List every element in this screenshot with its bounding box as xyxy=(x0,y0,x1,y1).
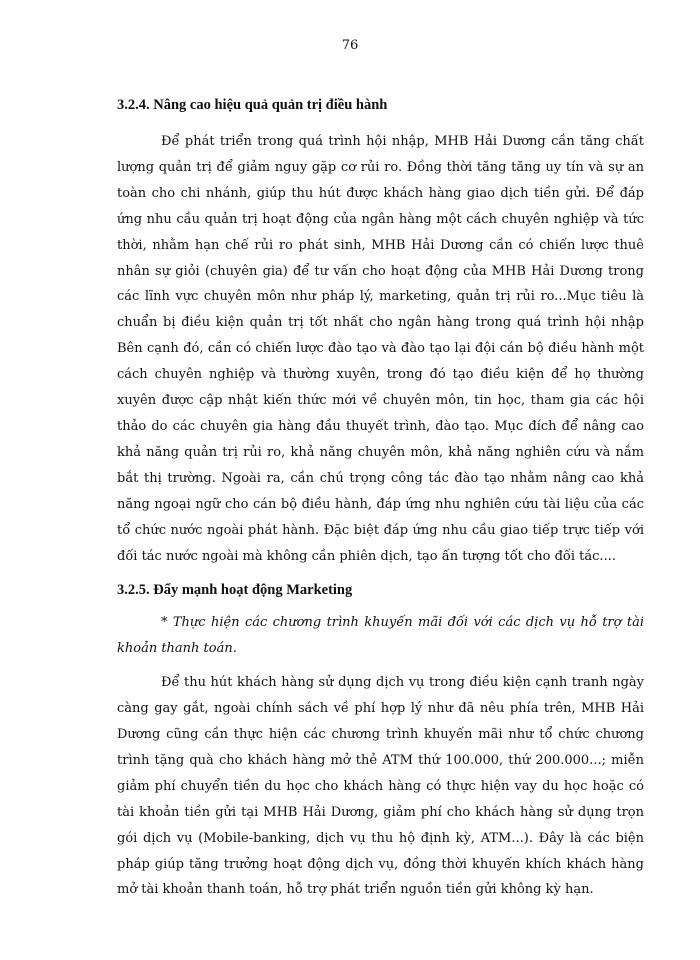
section-3-2-5-paragraph: Để thu hút khách hàng sử dụng dịch vụ trong điều kiện cạnh tranh ngày càng gay gắt, ngoài chính sách về phí hợp lý như đã nêu phía trên, MHB Hải Dương cũng cần thực hiện các chương trình khuyến mãi như tổ chức chương trình tặng quà cho khách hàng mở thẻ ATM thứ 100.000, thứ 200.000...; miễn giảm phí chuyển tiền du học cho khách hàng có thực hiện vay du học hoặc có tài khoản tiền gửi tại MHB Hải Dương, giảm phí cho khách hàng sử dụng trọn gói dịch vụ (Mobile-banking, dịch vụ thu hộ định kỳ, ATM...). Đây là các biện pháp giúp tăng trưởng hoạt động dịch vụ, đồng thời khuyến khích khách hàng mở tài khoản thanh toán, hỗ trợ phát triển nguồn tiền gửi không kỳ hạn. xyxy=(117,675,644,898)
page-content xyxy=(117,92,644,903)
section-heading-3-2-5: 3.2.5. Đẩy mạnh hoạt động Marketing xyxy=(117,582,353,599)
section-3-2-5-subheading: * Thực hiện các chương trình khuyến mãi đối với các dịch vụ hỗ trợ tài khoản thanh toán. xyxy=(117,615,644,657)
section-3-2-4-paragraph: Để phát triển trong quá trình hội nhập, MHB Hải Dương cần tăng chất lượng quản trị để giảm nguy gặp cơ rủi ro. Đồng thời tăng tăng uy tín và sự an toàn cho chi nhánh, giúp thu hút được khách hàng giao dịch tiền gửi. Để đáp ứng nhu cầu quản trị hoạt động của ngân hàng một cách chuyên nghiệp và tức thời, nhằm hạn chế rủi ro phát sinh, MHB Hải Dương cần có chiến lược thuê nhân sự giỏi (chuyên gia) để tư vấn cho hoạt động của MHB Hải Dương trong các lĩnh vực chuyên môn như pháp lý, marketing, quản trị rủi ro...Mục tiêu là chuẩn bị điều kiện quản trị tốt nhất cho ngân hàng trong quá trình hội nhập Bên cạnh đó, cần có chiến lược đào tạo và đào tạo lại đội cán bộ điều hành một cách chuyên nghiệp và thường xuyên, trong đó tạo điều kiện để họ thường xuyên được cập nhật kiến thức mới về chuyên môn, tin học, tham gia các hội thảo do các chuyên gia hàng đầu thuyết trình, đào tạo. Mục đích để nâng cao khả năng quản trị rủi ro, khả năng chuyên môn, khả năng nghiên cứu và nắm bắt thị trường. Ngoài ra, cần chú trọng công tác đào tạo nhằm nâng cao khả năng ngoại ngữ cho cán bộ điều hành, đáp ứng nhu nghiên cứu tài liệu của các tổ chức nước ngoài phát hành. Đặc biệt đáp ứng nhu cầu giao tiếp trực tiếp với đối tác nước ngoài mà không cần phiên dịch, tạo ấn tượng tốt cho đối tác.... xyxy=(117,134,644,564)
page-number: 76 xyxy=(341,38,359,53)
section-heading-3-2-4: 3.2.4. Nâng cao hiệu quả quản trị điều hành xyxy=(117,97,388,113)
